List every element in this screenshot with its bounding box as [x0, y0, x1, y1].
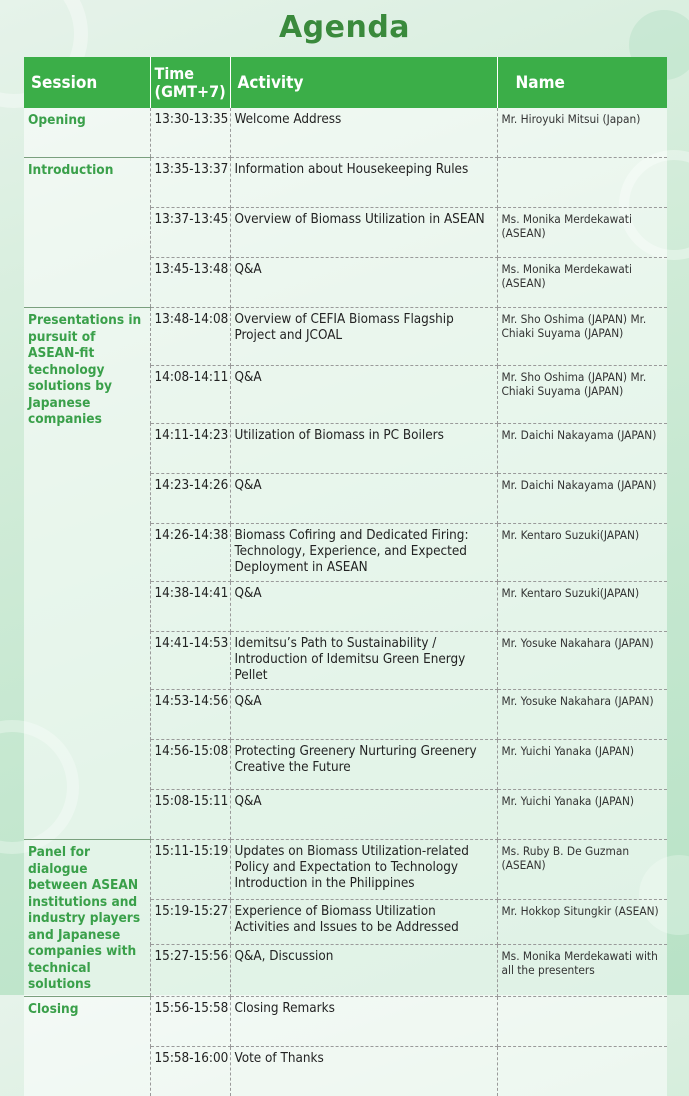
name-cell: Mr. Daichi Nakayama (JAPAN): [497, 424, 667, 474]
session-presentations: Presentations in pursuit of ASEAN-fit technology solutions by Japanese companies: [24, 308, 150, 840]
name-cell: Mr. Sho Oshima (JAPAN) Mr. Chiaki Suyama (JAPAN): [497, 366, 667, 424]
table-row: [24, 840, 667, 900]
activity-cell: Overview of CEFIA Biomass Flagship Project and JCOAL: [230, 308, 497, 366]
time-cell: 13:35-13:37: [150, 158, 230, 208]
time-cell: 15:58-16:00: [150, 1046, 230, 1096]
name-cell: Mr. Yuichi Yanaka (JAPAN): [497, 790, 667, 840]
time-cell: 13:45-13:48: [150, 258, 230, 308]
activity-cell: Q&A: [230, 790, 497, 840]
activity-cell: Updates on Biomass Utilization-related Policy and Expectation to Technology Introduction in the Philippines: [230, 840, 497, 900]
time-cell: 14:56-15:08: [150, 740, 230, 790]
activity-cell: Q&A: [230, 474, 497, 524]
session-opening: Opening: [24, 108, 150, 158]
time-cell: 15:11-15:19: [150, 840, 230, 900]
name-cell: [497, 158, 667, 208]
name-cell: Ms. Ruby B. De Guzman (ASEAN): [497, 840, 667, 900]
name-cell: Ms. Monika Merdekawati (ASEAN): [497, 208, 667, 258]
time-cell: 14:08-14:11: [150, 366, 230, 424]
activity-cell: Q&A: [230, 582, 497, 632]
name-cell: [497, 996, 667, 1046]
header-row: [24, 57, 667, 108]
time-cell: 15:19-15:27: [150, 899, 230, 944]
activity-cell: Vote of Thanks: [230, 1046, 497, 1096]
name-cell: Mr. Daichi Nakayama (JAPAN): [497, 474, 667, 524]
activity-cell: Closing Remarks: [230, 996, 497, 1046]
name-cell: Mr. Kentaro Suzuki(JAPAN): [497, 524, 667, 582]
time-cell: 15:56-15:58: [150, 996, 230, 1046]
session-closing: Closing: [24, 996, 150, 1096]
activity-cell: Utilization of Biomass in PC Boilers: [230, 424, 497, 474]
time-cell: 14:38-14:41: [150, 582, 230, 632]
name-cell: Ms. Monika Merdekawati (ASEAN): [497, 258, 667, 308]
name-cell: Mr. Yosuke Nakahara (JAPAN): [497, 690, 667, 740]
time-cell: 14:23-14:26: [150, 474, 230, 524]
table-row: [24, 996, 667, 1046]
time-cell: 14:53-14:56: [150, 690, 230, 740]
activity-cell: Protecting Greenery Nurturing Greenery Creative the Future: [230, 740, 497, 790]
activity-cell: Biomass Cofiring and Dedicated Firing: Technology, Experience, and Expected Deployment in ASEAN: [230, 524, 497, 582]
name-cell: Mr. Sho Oshima (JAPAN) Mr. Chiaki Suyama (JAPAN): [497, 308, 667, 366]
time-cell: 14:41-14:53: [150, 632, 230, 690]
activity-cell: Overview of Biomass Utilization in ASEAN: [230, 208, 497, 258]
time-cell: 14:26-14:38: [150, 524, 230, 582]
name-cell: Mr. Hiroyuki Mitsui (Japan): [497, 108, 667, 158]
time-cell: 13:48-14:08: [150, 308, 230, 366]
header-name: Name: [497, 57, 667, 108]
header-activity: Activity: [230, 57, 497, 108]
time-cell: 13:37-13:45: [150, 208, 230, 258]
time-cell: 13:30-13:35: [150, 108, 230, 158]
agenda-table: [24, 57, 667, 1096]
activity-cell: Q&A: [230, 258, 497, 308]
activity-cell: Q&A, Discussion: [230, 945, 497, 997]
name-cell: Mr. Yosuke Nakahara (JAPAN): [497, 632, 667, 690]
name-cell: Mr. Yuichi Yanaka (JAPAN): [497, 740, 667, 790]
page-title: Agenda: [278, 10, 411, 45]
table-row: [24, 308, 667, 366]
time-cell: 15:27-15:56: [150, 945, 230, 997]
activity-cell: Q&A: [230, 366, 497, 424]
activity-cell: Experience of Biomass Utilization Activities and Issues to be Addressed: [230, 899, 497, 944]
table-row: [24, 158, 667, 208]
activity-cell: Welcome Address: [230, 108, 497, 158]
table-row: [24, 108, 667, 158]
activity-cell: Information about Housekeeping Rules: [230, 158, 497, 208]
time-cell: 15:08-15:11: [150, 790, 230, 840]
session-panel: Panel for dialogue between ASEAN institutions and industry players and Japanese companies with technical solutions: [24, 840, 150, 997]
session-introduction: Introduction: [24, 158, 150, 308]
header-session: Session: [24, 57, 150, 108]
name-cell: [497, 1046, 667, 1096]
name-cell: Ms. Monika Merdekawati with all the presenters: [497, 945, 667, 997]
name-cell: Mr. Kentaro Suzuki(JAPAN): [497, 582, 667, 632]
activity-cell: Idemitsu’s Path to Sustainability / Introduction of Idemitsu Green Energy Pellet: [230, 632, 497, 690]
activity-cell: Q&A: [230, 690, 497, 740]
time-cell: 14:11-14:23: [150, 424, 230, 474]
header-time: Time (GMT+7): [150, 57, 230, 108]
name-cell: Mr. Hokkop Situngkir (ASEAN): [497, 899, 667, 944]
